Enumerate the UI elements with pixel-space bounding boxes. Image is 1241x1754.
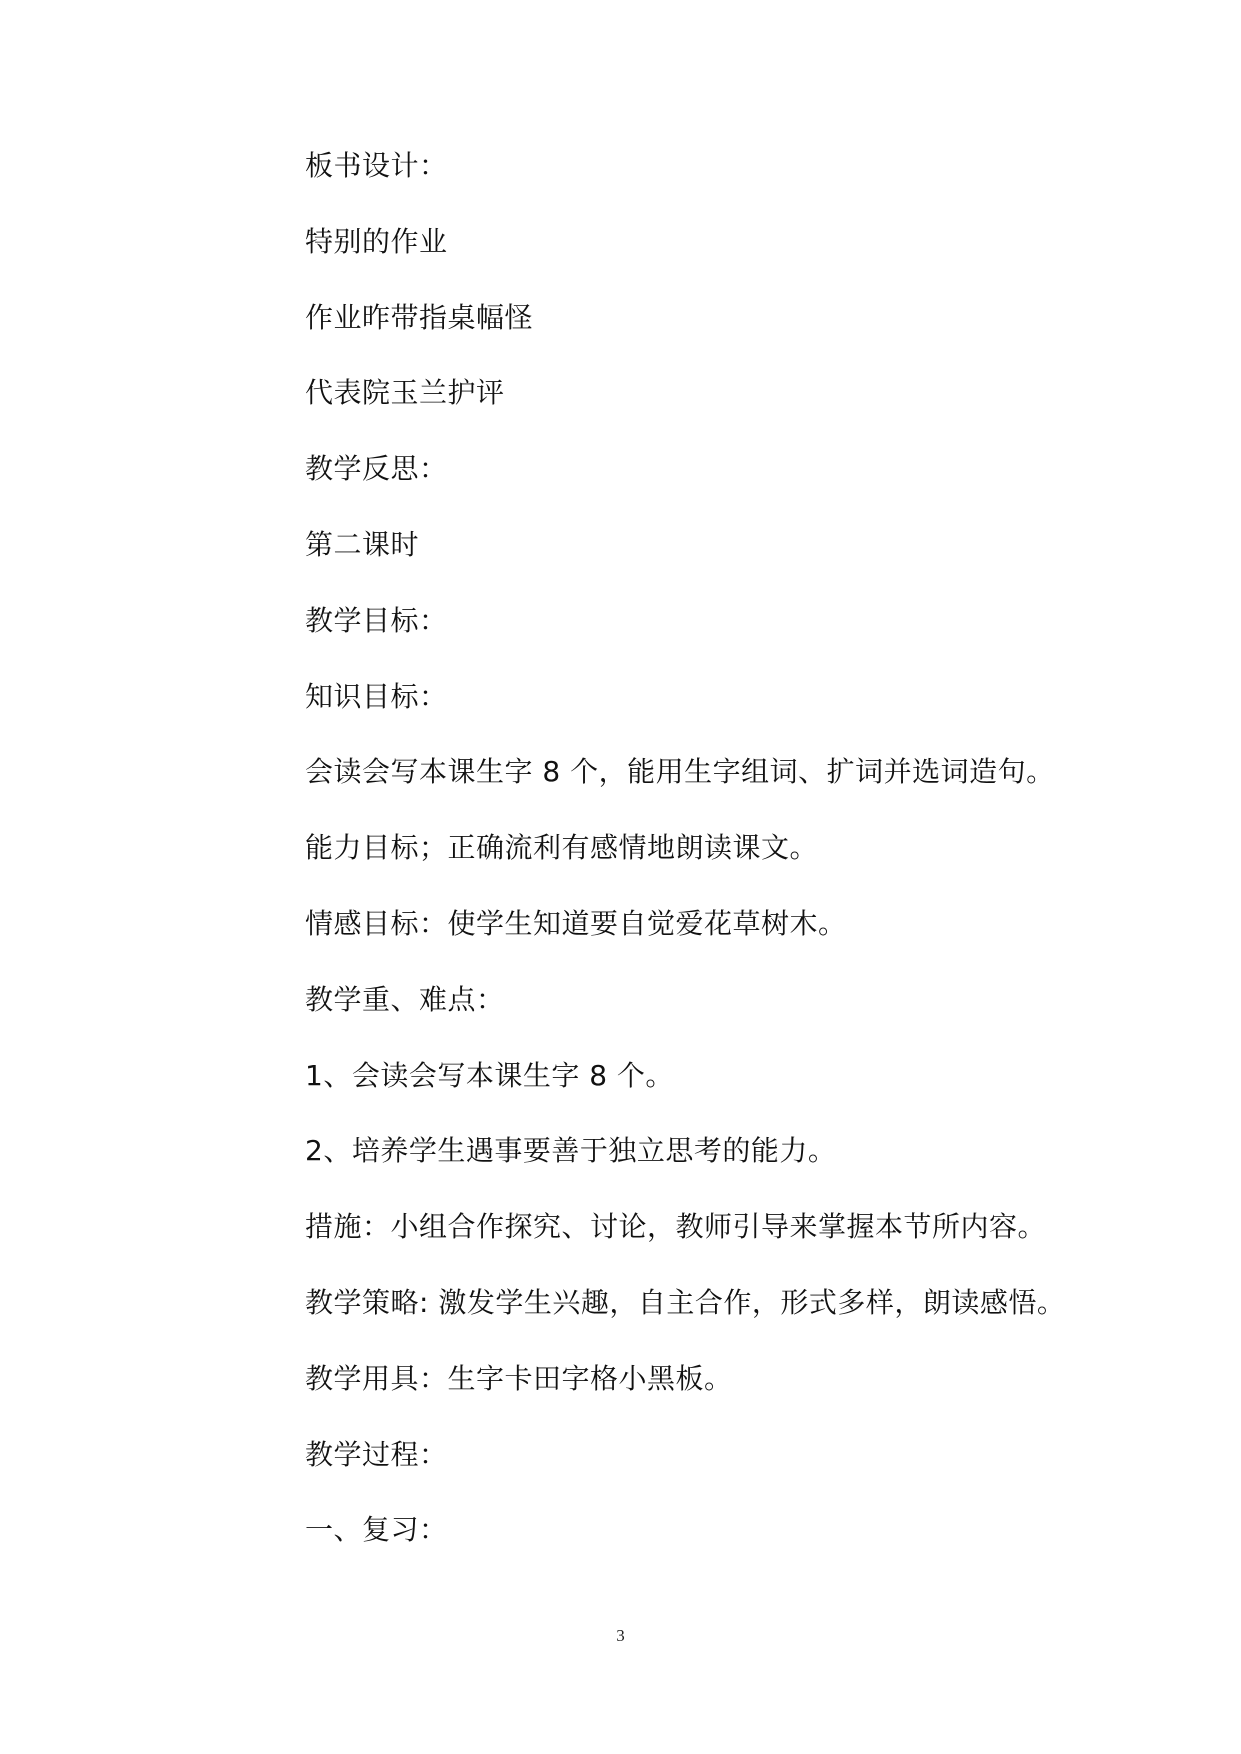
text-line: 教学目标： (305, 603, 448, 637)
text-line: 特别的作业 (305, 224, 448, 258)
text-line: 教学反思： (305, 452, 448, 486)
text-line: 一、复习： (305, 1513, 448, 1547)
text-lines (305, 148, 1105, 1588)
text-line: 2、培养学生遇事要善于独立思考的能力。 (305, 1134, 837, 1168)
text-line: 能力目标；正确流利有感情地朗读课文。 (305, 831, 819, 865)
text-line: 教学策略: 激发学生兴趣，自主合作，形式多样，朗读感悟。 (305, 1285, 1066, 1319)
text-line: 第二课时 (305, 527, 420, 561)
text-line: 教学过程： (305, 1437, 448, 1471)
text-line: 措施：小组合作探究、讨论，教师引导来掌握本节所内容。 (305, 1210, 1047, 1244)
text-line: 作业昨带指桌幅怪 (305, 300, 534, 334)
text-line: 知识目标： (305, 679, 448, 713)
text-line: 板书设计： (305, 149, 448, 182)
text-line: 1、会读会写本课生字 8 个。 (305, 1058, 674, 1092)
text-line: 教学用具：生字卡田字格小黑板。 (305, 1361, 733, 1395)
text-line: 情感目标：使学生知道要自觉爱花草树木。 (305, 906, 847, 940)
text-line: 代表院玉兰护评 (305, 376, 505, 410)
text-line: 教学重、难点： (305, 982, 505, 1016)
page-number: 3 (616, 1626, 625, 1645)
text-line: 会读会写本课生字 8 个，能用生字组词、扩词并选词造句。 (305, 755, 1055, 789)
